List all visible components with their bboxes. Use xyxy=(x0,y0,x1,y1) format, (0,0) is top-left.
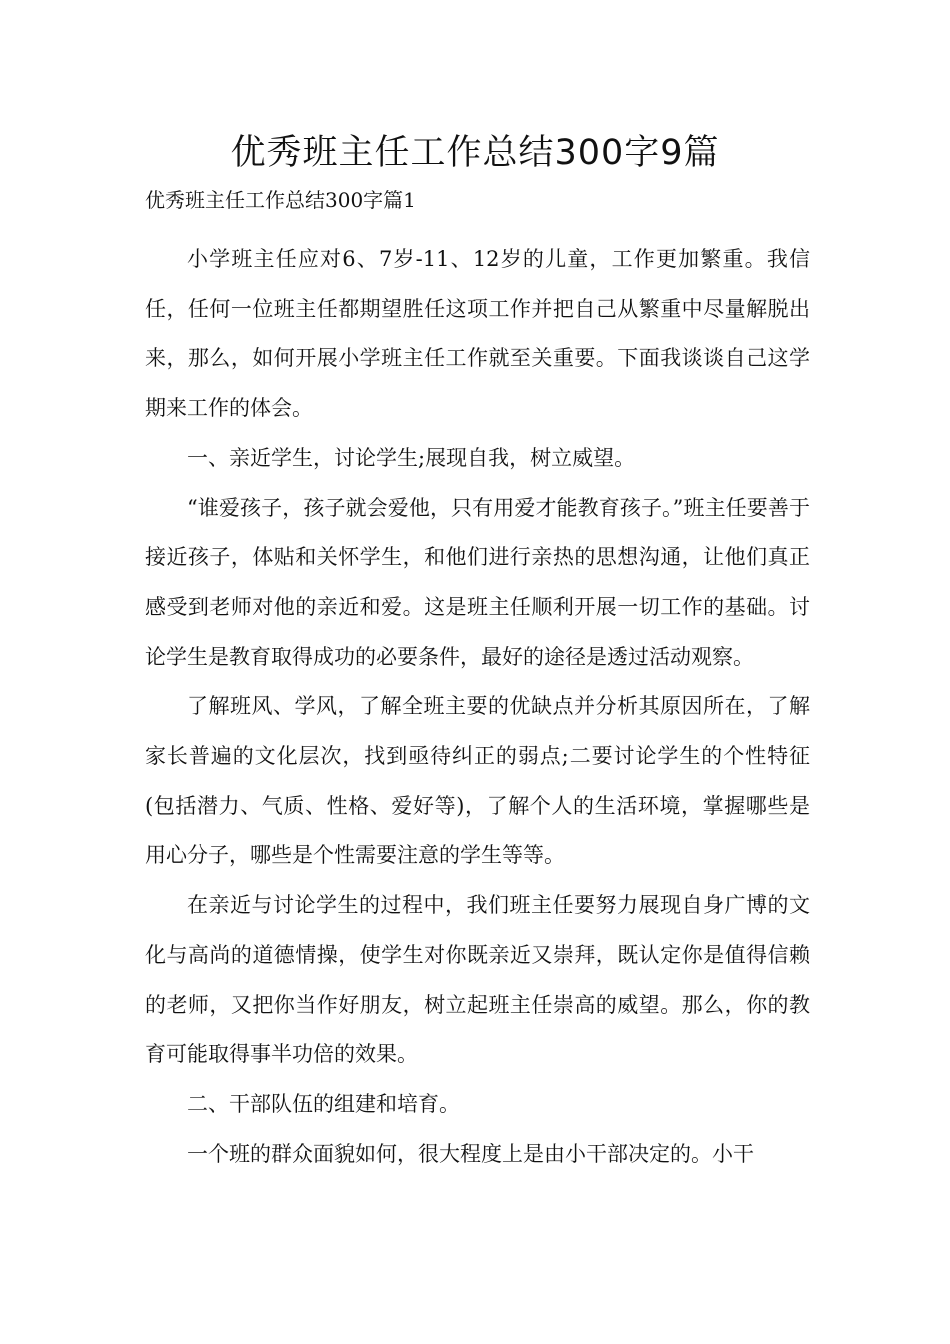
paragraph-understand: 了解班风、学风，了解全班主要的优缺点并分析其原因所在，了解家长普遍的文化层次，找到亟待纠正的弱点;二要讨论学生的个性特征(包括潜力、气质、性格、爱好等)，了解个人的生活环境，掌握哪些是用心分子，哪些是个性需要注意的学生等等。 xyxy=(145,694,810,868)
paragraph-quote: “谁爱孩子，孩子就会爱他，只有用爱才能教育孩子。”班主任要善于接近孩子，体贴和关怀学生，和他们进行亲热的思想沟通，让他们真正感受到老师对他的亲近和爱。这是班主任顺利开展一切工作的基础。讨论学生是教育取得成功的必要条件，最好的途径是透过活动观察。 xyxy=(145,495,810,669)
paragraph-prestige: 在亲近与讨论学生的过程中，我们班主任要努力展现自身广博的文化与高尚的道德情操，使学生对你既亲近又崇拜，既认定你是值得信赖的老师，又把你当作好朋友，树立起班主任崇高的威望。那么，你的教育可能取得事半功倍的效果。 xyxy=(145,893,810,1067)
paragraph-cadres: 一个班的群众面貌如何，很大程度上是由小干部决定的。小干 xyxy=(187,1141,754,1166)
paragraph-intro: 小学班主任应对6、7岁-11、12岁的儿童，工作更加繁重。我信任，任何一位班主任都期望胜任这项工作并把自己从繁重中尽量解脱出来，那么，如何开展小学班主任工作就至关重要。下面我谈谈自己这学期来工作的体会。 xyxy=(145,247,810,421)
document-title: 优秀班主任工作总结300字9篇 xyxy=(230,133,720,173)
paragraph-heading-two: 二、干部队伍的组建和培育。 xyxy=(187,1091,460,1116)
paragraph-heading-one: 一、亲近学生，讨论学生;展现自我，树立威望。 xyxy=(187,445,636,470)
section-heading: 优秀班主任工作总结300字篇1 xyxy=(145,188,416,212)
document-body xyxy=(145,235,810,1179)
